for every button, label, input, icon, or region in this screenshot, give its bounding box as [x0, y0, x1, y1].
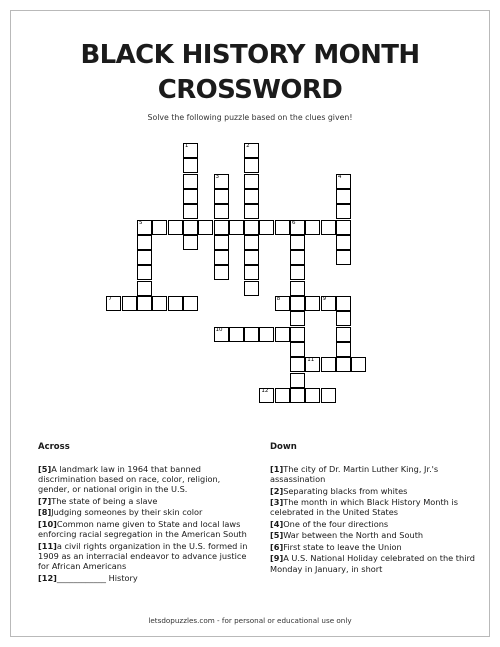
crossword-cell[interactable]: [351, 357, 366, 372]
crossword-cell[interactable]: [305, 296, 320, 311]
clue-number: 2: [246, 143, 250, 149]
crossword-cell[interactable]: [336, 204, 351, 219]
down-clue: [270, 464, 482, 484]
crossword-cell[interactable]: [137, 265, 152, 280]
crossword-cell[interactable]: [183, 189, 198, 204]
crossword-cell[interactable]: [244, 327, 259, 342]
clue-number: 10: [215, 326, 223, 333]
crossword-cell[interactable]: [290, 388, 305, 403]
clue-number: 8: [276, 296, 281, 302]
crossword-cell[interactable]: [183, 235, 198, 250]
crossword-cell[interactable]: [290, 235, 305, 250]
clue-text: War between the North and South: [283, 530, 424, 541]
clue-number-label: [6]: [270, 541, 284, 552]
crossword-cell[interactable]: [244, 158, 259, 173]
crossword-cell[interactable]: [214, 204, 229, 219]
crossword-cell[interactable]: [244, 265, 259, 280]
clue-number: 3: [215, 173, 219, 180]
crossword-cell[interactable]: [290, 373, 305, 388]
crossword-cell[interactable]: [137, 281, 152, 296]
crossword-cell[interactable]: [275, 220, 290, 235]
crossword-cell[interactable]: [229, 327, 244, 342]
clue-text: Common name given to State and local laws enforcing racial segregation in the American South: [38, 518, 247, 540]
clue-text: A U.S. National Holiday celebrated on the third Monday in January, in short: [270, 553, 475, 574]
clue-number-label: [9]: [270, 553, 284, 564]
crossword-cell[interactable]: [290, 327, 305, 342]
crossword-cell[interactable]: [275, 388, 290, 403]
crossword-cell[interactable]: [305, 357, 320, 372]
instructions: Solve the following puzzle based on the clues given!: [147, 113, 353, 122]
crossword-cell[interactable]: [336, 250, 351, 265]
crossword-cell[interactable]: [106, 296, 121, 311]
crossword-cell[interactable]: [152, 220, 167, 235]
clue-number-label: [8]: [38, 507, 52, 518]
clue-text: The city of Dr. Martin Luther King, Jr.'s assassination: [270, 464, 439, 485]
clue-number: 5: [139, 219, 143, 226]
clue-number: 4: [337, 173, 342, 180]
across-clue: [38, 496, 250, 506]
crossword-cell[interactable]: [244, 204, 259, 219]
clue-number: 1: [184, 143, 189, 149]
crossword-cell[interactable]: [168, 296, 183, 311]
clue-number: 12: [261, 387, 269, 394]
across-heading: Across: [38, 442, 70, 452]
down-clue: [270, 530, 482, 540]
clue-text: One of the four directions: [283, 518, 389, 529]
crossword-cell[interactable]: [214, 235, 229, 250]
clue-number-label: [10]: [38, 518, 57, 529]
clue-text: Judging someones by their skin color: [51, 507, 203, 518]
crossword-cell[interactable]: [244, 143, 259, 158]
clue-number: 6: [292, 219, 296, 226]
crossword-cell[interactable]: [336, 220, 351, 235]
crossword-cell[interactable]: [290, 342, 305, 357]
page-title: BLACK HISTORY MONTH: [80, 40, 420, 70]
crossword-cell[interactable]: [214, 265, 229, 280]
across-clue: [38, 464, 250, 495]
page-title-second-line: CROSSWORD: [157, 75, 343, 105]
crossword-cell[interactable]: [321, 388, 336, 403]
crossword-cell[interactable]: [336, 235, 351, 250]
clue-number: 9: [322, 296, 327, 302]
clue-number-label: [4]: [270, 518, 284, 529]
crossword-cell[interactable]: [321, 296, 336, 311]
crossword-cell[interactable]: [183, 296, 198, 311]
clue-number-label: [12]: [38, 572, 57, 583]
across-clue: [38, 541, 250, 572]
crossword-cell[interactable]: [305, 220, 320, 235]
crossword-cell[interactable]: [214, 250, 229, 265]
down-heading: Down: [270, 442, 297, 452]
down-clue-list: [270, 464, 482, 575]
crossword-cell[interactable]: [183, 204, 198, 219]
across-clue: [38, 507, 250, 517]
crossword-cell[interactable]: [244, 235, 259, 250]
clue-text: First state to leave the Union: [283, 541, 402, 552]
crossword-cell[interactable]: [229, 220, 244, 235]
crossword-cell[interactable]: [122, 296, 137, 311]
crossword-cell[interactable]: [183, 220, 198, 235]
clue-number-label: [7]: [38, 495, 52, 506]
crossword-cell[interactable]: [183, 158, 198, 173]
crossword-cell[interactable]: [214, 220, 229, 235]
crossword-cell[interactable]: [336, 357, 351, 372]
crossword-cell[interactable]: [290, 265, 305, 280]
crossword-cell[interactable]: [290, 311, 305, 326]
clue-number-label: [3]: [270, 497, 284, 508]
down-clue: [270, 497, 482, 517]
down-clue: [270, 519, 482, 529]
clue-text: The state of being a slave: [51, 495, 158, 506]
clue-text: a civil rights organization in the U.S. formed in 1909 as an interracial endeavor to advance justice for African Americans: [38, 540, 248, 572]
clue-number: 7: [108, 296, 112, 302]
crossword-cell[interactable]: [214, 174, 229, 189]
crossword-cell[interactable]: [152, 296, 167, 311]
crossword-cell[interactable]: [137, 235, 152, 250]
crossword-cell[interactable]: [168, 220, 183, 235]
down-clue: [270, 553, 482, 573]
footer-note: letsdopuzzles.com - for personal or educational use only: [148, 616, 352, 625]
crossword-cell[interactable]: [137, 296, 152, 311]
crossword-cell[interactable]: [290, 250, 305, 265]
crossword-cell[interactable]: [290, 220, 305, 235]
crossword-cell[interactable]: [336, 327, 351, 342]
crossword-cell[interactable]: [244, 174, 259, 189]
crossword-cell[interactable]: [137, 220, 152, 235]
crossword-cell[interactable]: [244, 220, 259, 235]
down-clue: [270, 542, 482, 552]
clue-number-label: [1]: [270, 464, 284, 474]
crossword-cell[interactable]: [214, 327, 229, 342]
crossword-cell[interactable]: [183, 143, 198, 158]
crossword-cell[interactable]: [183, 174, 198, 189]
clue-text: Separating blacks from whites: [283, 485, 408, 496]
across-clue-list: [38, 464, 250, 584]
crossword-cell[interactable]: [336, 189, 351, 204]
clue-number-label: [2]: [270, 485, 284, 496]
crossword-cell[interactable]: [336, 174, 351, 189]
crossword-cell[interactable]: [290, 296, 305, 311]
clue-text: ____________ History: [56, 572, 138, 583]
clue-number-label: [5]: [38, 464, 52, 474]
crossword-cell[interactable]: [321, 220, 336, 235]
crossword-cell[interactable]: [259, 220, 274, 235]
crossword-cell[interactable]: [290, 281, 305, 296]
crossword-cell[interactable]: [198, 220, 213, 235]
clue-number-label: [11]: [38, 540, 57, 551]
clue-number: 11: [307, 357, 315, 364]
crossword-cell[interactable]: [244, 189, 259, 204]
clue-number-label: [5]: [270, 530, 284, 541]
crossword-cell[interactable]: [305, 388, 320, 403]
crossword-cell[interactable]: [336, 296, 351, 311]
crossword-cell[interactable]: [275, 296, 290, 311]
crossword-cell[interactable]: [259, 388, 274, 403]
down-clue: [270, 486, 482, 496]
across-clue: [38, 519, 250, 539]
crossword-cell[interactable]: [321, 357, 336, 372]
crossword-cell[interactable]: [336, 342, 351, 357]
crossword-cell[interactable]: [214, 189, 229, 204]
crossword-cell[interactable]: [336, 311, 351, 326]
clue-text: A landmark law in 1964 that banned discrimination based on race, color, religion, gender, or national origin in the U.S.: [38, 464, 221, 495]
crossword-cell[interactable]: [259, 327, 274, 342]
across-clue: [38, 573, 250, 583]
crossword-cell[interactable]: [290, 357, 305, 372]
crossword-cell[interactable]: [244, 281, 259, 296]
crossword-cell[interactable]: [244, 250, 259, 265]
crossword-cell[interactable]: [137, 250, 152, 265]
clue-text: The month in which Black History Month is celebrated in the United States: [270, 497, 459, 518]
crossword-cell[interactable]: [275, 327, 290, 342]
